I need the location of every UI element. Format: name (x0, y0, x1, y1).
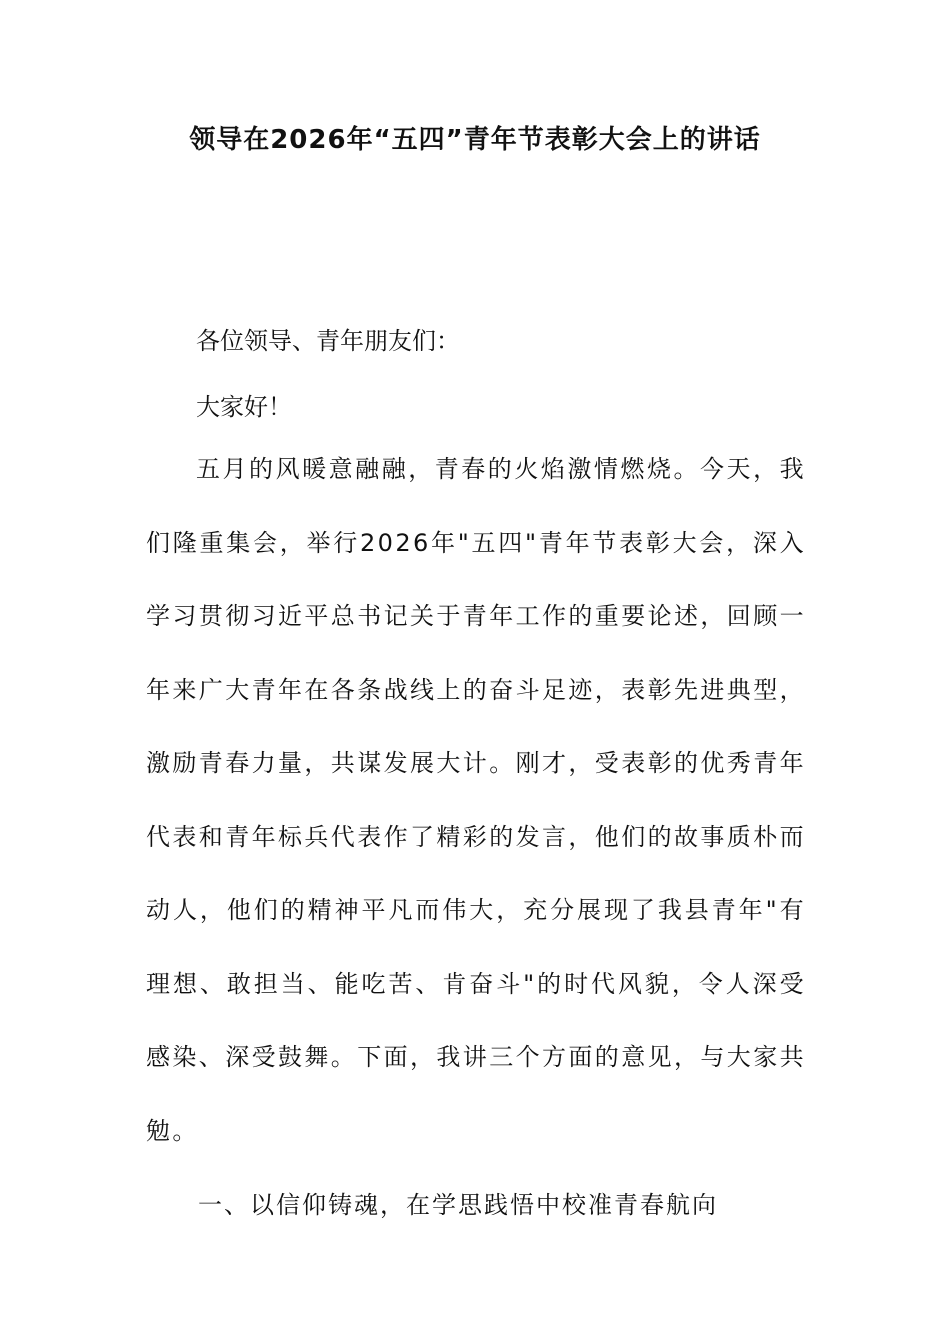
opening-paragraph: 五月的风暖意融融，青春的火焰激情燃烧。今天，我们隆重集会，举行2026年"五四"青年节表彰大会，深入学习贯彻习近平总书记关于青年工作的重要论述，回顾一年来广大青年在各条战线上的奋斗足迹，表彰先进典型，激励青春力量，共谋发展大计。刚才，受表彰的优秀青年代表和青年标兵代表作了精彩的发言，他们的故事质朴而动人，他们的精神平凡而伟大，充分展现了我县青年"有理想、敢担当、能吃苦、肯奋斗"的时代风貌，令人深受感染、深受鼓舞。下面，我讲三个方面的意见，与大家共勉。 (146, 455, 806, 1145)
document-title: 领导在2026年“五四”青年节表彰大会上的讲话 (189, 125, 761, 155)
section-heading-1: 一、以信仰铸魂，在学思践悟中校准青春航向 (198, 1191, 718, 1219)
salutation: 各位领导、青年朋友们： (196, 327, 460, 355)
greeting: 大家好！ (196, 393, 292, 421)
